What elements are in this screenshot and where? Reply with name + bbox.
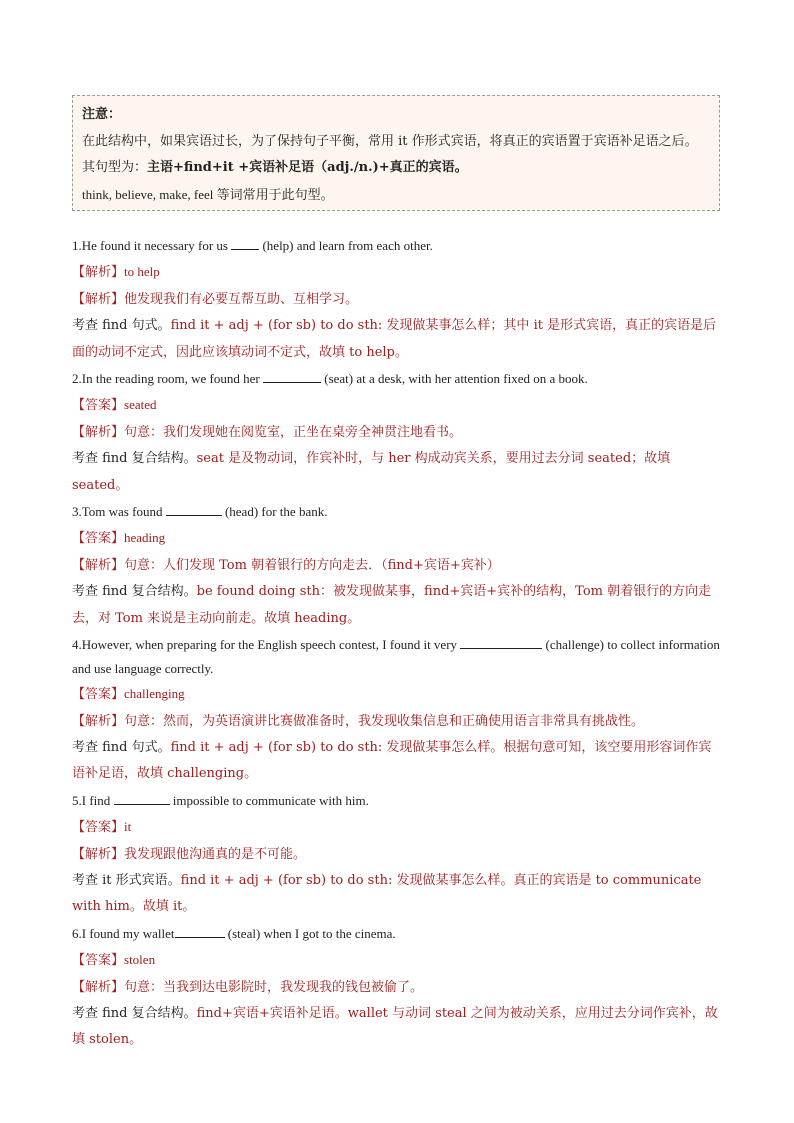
answer-blank: [175, 924, 225, 938]
exercise-item-5: [72, 788, 724, 921]
analysis-lead: 考查 find 复合结构。: [72, 584, 197, 600]
analysis-5: [72, 868, 724, 921]
note-title: 注意：: [82, 107, 122, 122]
exercise-list: [72, 233, 724, 1054]
question-text: 6.I found my wallet: [72, 925, 175, 941]
analysis-text: find it + adj + (for sb) to do sth: 发现做某事怎么样；其中 it 是形式宾语，真正的宾语是后面的动词不定式，因此应该填动词不定式，故填 to help。: [72, 318, 717, 360]
question-3: [72, 499, 724, 525]
analysis-text: seat 是及物动词，作宾补时，与 her 构成动宾关系，要用过去分词 seated；故填 seated。: [72, 451, 671, 493]
analysis-3: [72, 579, 724, 632]
note-line3: think, believe, make, feel 等词常用于此句型。: [82, 186, 334, 202]
analysis-text: be found doing sth：被发现做某事，find+宾语+宾补的结构，Tom 朝着银行的方向走去，对 Tom 来说是主动向前走。故填 heading。: [72, 584, 712, 626]
answer-4: [72, 681, 724, 708]
explanation-6: [72, 975, 724, 1001]
answer-tag: 【答案】: [72, 820, 125, 836]
answer-value: stolen: [124, 952, 156, 968]
question-text: impossible to communicate with him.: [169, 792, 369, 808]
answer-2: [72, 392, 724, 419]
question-text: (seat) at a desk, with her attention fixed on a book.: [320, 371, 588, 387]
answer-1: [72, 259, 724, 286]
answer-value: heading: [124, 530, 166, 546]
analysis-lead: 考查 find 句式。: [72, 318, 171, 334]
analysis-6: [72, 1001, 724, 1054]
answer-tag: 【答案】: [72, 398, 125, 414]
explanation-tag: 【解析】: [72, 291, 125, 307]
question-text: (head) for the bank.: [221, 504, 328, 520]
analysis-lead: 考查 find 复合结构。: [72, 1005, 197, 1021]
explanation-text: 句意：人们发现 Tom 朝着银行的方向走去．（find+宾语+宾补）: [124, 557, 500, 573]
explanation-tag: 【解析】: [72, 557, 125, 573]
explanation-text: 句意：然而，为英语演讲比赛做准备时，我发现收集信息和正确使用语言非常具有挑战性。: [124, 713, 645, 729]
explanation-text: 我发现跟他沟通真的是不可能。: [124, 846, 307, 862]
question-5: [72, 788, 724, 814]
explanation-4: [72, 709, 724, 735]
answer-blank: [231, 236, 259, 250]
exercise-item-2: [72, 366, 724, 499]
question-text: 4.However, when preparing for the English speech contest, I found it very: [72, 637, 461, 653]
analysis-4: [72, 735, 724, 788]
note-formula: 主语+find+it +宾语补足语（adj./n.)+真正的宾语。: [147, 160, 468, 175]
question-6: [72, 921, 724, 947]
explanation-text: 他发现我们有必要互帮互助、互相学习。: [124, 291, 359, 307]
analysis-text: find it + adj + (for sb) to do sth: 发现做某事怎么样。真正的宾语是 to communicate with him。故填 it。: [72, 872, 702, 915]
answer-blank: [166, 502, 222, 516]
question-text: 5.I find: [72, 792, 114, 808]
answer-value: seated: [124, 397, 157, 413]
analysis-lead: 考查 it 形式宾语。: [72, 872, 181, 888]
explanation-5: [72, 842, 724, 868]
note-line1: 在此结构中，如果宾语过长，为了保持句子平衡，常用 it 作形式宾语，将真正的宾语置于宾语补足语之后。其句型为：: [82, 133, 698, 175]
note-box: [72, 95, 720, 211]
question-text: (steal) when I got to the cinema.: [224, 925, 396, 941]
exercise-item-1: [72, 233, 724, 366]
explanation-1: [72, 287, 724, 313]
exercise-item-4: [72, 632, 724, 788]
answer-6: [72, 947, 724, 974]
exercise-item-6: [72, 921, 724, 1054]
question-1: [72, 233, 724, 259]
answer-tag: 【解析】: [72, 265, 125, 281]
explanation-tag: 【解析】: [72, 979, 125, 995]
answer-tag: 【答案】: [72, 687, 125, 703]
question-text: 3.Tom was found: [72, 504, 166, 520]
answer-value: challenging: [124, 686, 185, 702]
answer-value: to help: [124, 264, 160, 280]
answer-3: [72, 525, 724, 552]
analysis-text: find it + adj + (for sb) to do sth: 发现做某事怎么样。根据句意可知，该空要用形容词作宾语补足语，故填 challenging。: [72, 739, 712, 782]
answer-tag: 【答案】: [72, 953, 125, 969]
answer-blank: [263, 369, 321, 383]
explanation-tag: 【解析】: [72, 713, 125, 729]
analysis-2: [72, 446, 724, 499]
explanation-3: [72, 553, 724, 579]
answer-5: [72, 814, 724, 841]
exercise-item-3: [72, 499, 724, 632]
explanation-2: [72, 420, 724, 446]
question-text: 2.In the reading room, we found her: [72, 371, 263, 387]
analysis-text: find+宾语+宾语补足语。wallet 与动词 steal 之间为被动关系，应用过去分词作宾补，故填 stolen。: [72, 1005, 718, 1048]
explanation-tag: 【解析】: [72, 424, 125, 440]
answer-tag: 【答案】: [72, 531, 125, 547]
question-4: [72, 632, 724, 681]
answer-value: it: [124, 819, 132, 835]
question-text: (help) and learn from each other.: [259, 238, 433, 253]
analysis-lead: 考查 find 句式。: [72, 739, 171, 755]
question-text: (challenge) to collect information and use language correctly.: [72, 637, 720, 677]
question-text: 1.He found it necessary for us: [72, 238, 232, 253]
answer-blank: [460, 635, 542, 649]
question-2: [72, 366, 724, 392]
answer-blank: [114, 791, 170, 805]
analysis-lead: 考查 find 复合结构。: [72, 451, 197, 467]
explanation-text: 句意：我们发现她在阅览室，正坐在桌旁全神贯注地看书。: [124, 424, 463, 440]
explanation-tag: 【解析】: [72, 846, 125, 862]
explanation-text: 句意：当我到达电影院时，我发现我的钱包被偷了。: [124, 979, 424, 995]
note-body: [82, 129, 710, 182]
analysis-1: [72, 313, 724, 366]
